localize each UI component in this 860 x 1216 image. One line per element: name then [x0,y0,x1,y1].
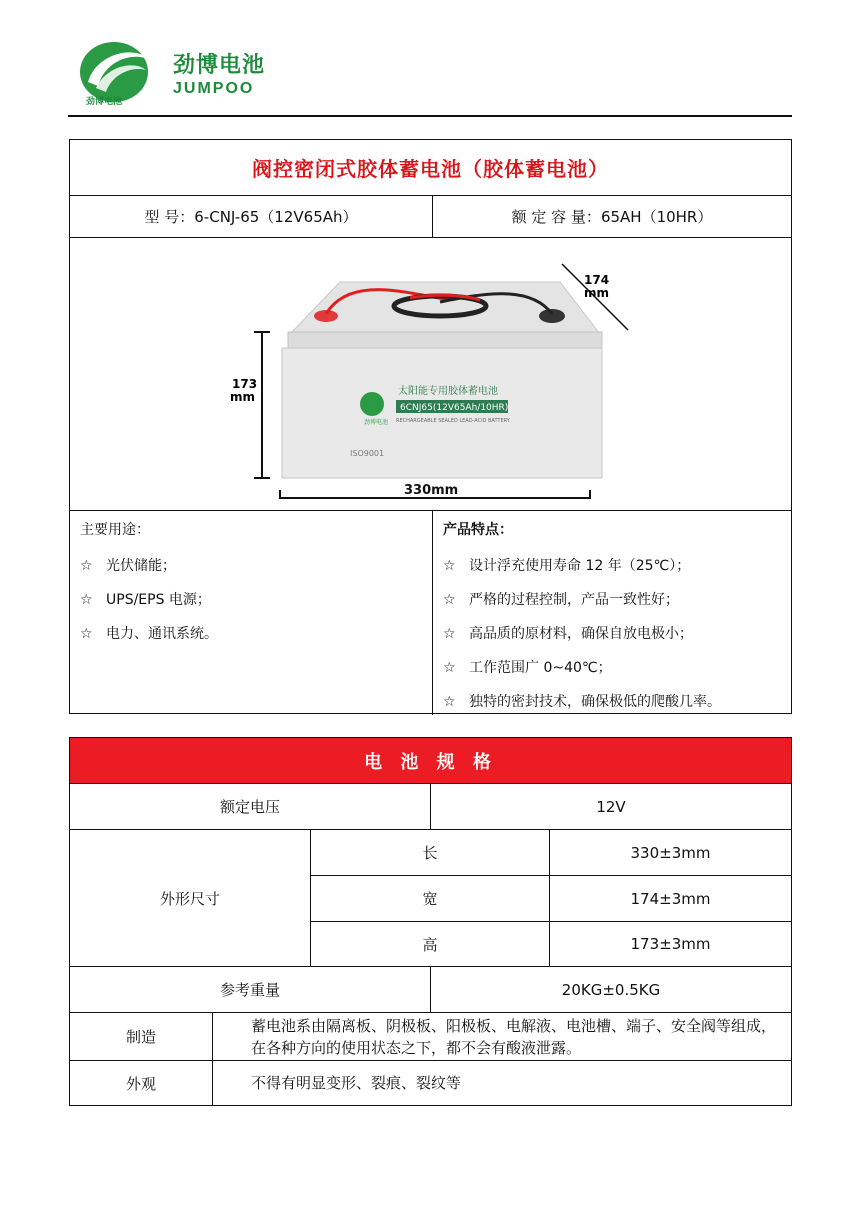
battery-logo-icon [360,392,384,416]
star-icon: ☆ [443,660,456,676]
height-value: 173±3mm [630,935,711,953]
model-row [70,196,791,238]
header-divider [68,115,792,117]
feature-item: ☆ 工作范围广 0~40℃； [443,651,781,685]
spec-table [69,737,792,1106]
features-column [433,511,791,715]
build-label: 制造 [125,1028,156,1046]
star-icon: ☆ [80,626,93,642]
appearance-row [70,1061,791,1105]
model-label: 型 号： [144,208,195,226]
appearance-label: 外观 [125,1074,156,1093]
model-cell [70,196,432,237]
star-icon: ☆ [80,592,93,608]
weight-value: 20KG±0.5KG [561,980,661,999]
appearance-value: 不得有明显变形、裂痕、裂纹等 [251,1074,462,1092]
capacity-value: 65AH（10HR） [600,208,713,226]
voltage-label: 额定电压 [219,798,280,816]
uses-column [70,511,432,715]
battery-label-model: 6CNJ65(12V65Ah/10HR) [400,403,509,413]
width-label: 宽 [422,890,438,908]
length-value: 330±3mm [630,843,711,862]
capacity-cell [433,196,791,237]
feature-item: ☆ 独特的密封技术，确保极低的爬酸几率。 [443,685,781,719]
feature-item: ☆ 设计浮充使用寿命 12 年（25℃）； [443,549,781,583]
brand-name-en: JUMPOO [173,80,255,97]
height-dimension-value: 173 [232,377,258,391]
width-value: 174±3mm [630,889,711,908]
uses-item: ☆ 电力、通讯系统。 [80,617,422,651]
feature-item: ☆ 严格的过程控制，产品一致性好； [443,583,781,617]
height-label: 高 [422,935,438,954]
build-row [70,1013,791,1061]
model-value: 6-CNJ-65（12V65Ah） [194,208,358,226]
battery-label-cn: 太阳能专用胶体蓄电池 [398,386,498,397]
feature-item: ☆ 高品质的原材料，确保自放电极小； [443,617,781,651]
battery-illustration [230,254,630,499]
build-value: 蓄电池系由隔离板、阴极板、阳极板、电解液、电池槽、端子、安全阀等组成，在各种方向的使用状态之下，都不会有酸液泄露。 [251,1016,777,1057]
logo-caption: 劲博电池 [86,97,123,107]
uses-features-row [70,511,791,715]
dimensions-label: 外形尺寸 [159,889,220,908]
uses-item: ☆ UPS/EPS 电源； [80,583,422,617]
product-overview-table [69,139,792,714]
product-title: 阀控密闭式胶体蓄电池（胶体蓄电池） [70,140,791,196]
product-image-row [70,238,791,511]
spec-title: 电 池 规 格 [70,738,791,784]
depth-dimension-value: 174 [584,273,610,287]
length-label: 长 [422,844,438,862]
voltage-value: 12V [596,797,626,816]
depth-dimension-unit: mm [584,286,610,300]
battery-label-brand: 劲博电池 [364,419,389,426]
capacity-label: 额 定 容 量： [511,208,601,226]
length-dimension-value: 330mm [404,483,459,498]
dimensions-block [70,830,791,967]
height-dimension-unit: mm [230,390,256,404]
brand-name-cn: 劲博电池 [173,53,266,78]
uses-item: ☆ 光伏储能； [80,549,422,583]
star-icon: ☆ [443,592,456,608]
page-header [76,36,376,106]
weight-row [70,967,791,1013]
star-icon: ☆ [443,558,456,574]
uses-heading: 主要用途： [80,522,150,538]
star-icon: ☆ [443,626,456,642]
features-heading: 产品特点： [443,522,513,538]
battery-label-iso: ISO9001 [350,449,385,458]
voltage-row [70,784,791,830]
star-icon: ☆ [443,694,456,710]
battery-label-sub: RECHARGEABLE SEALED LEAD-ACID BATTERY [396,418,510,424]
weight-label: 参考重量 [219,981,280,999]
star-icon: ☆ [80,558,93,574]
